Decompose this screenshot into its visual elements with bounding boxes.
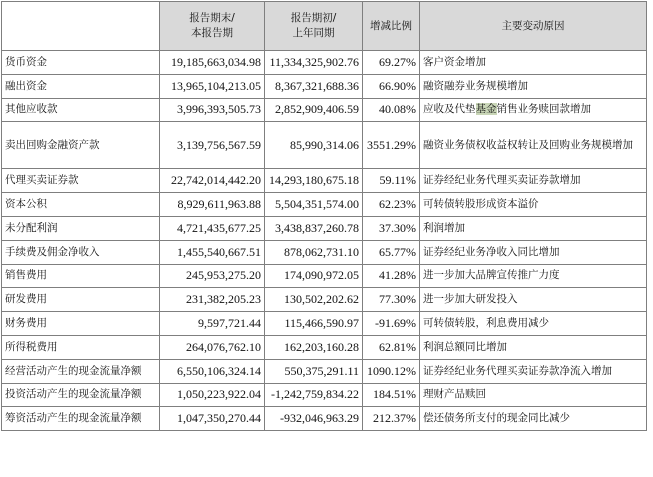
row-end-value: 1,050,223,922.04: [160, 383, 265, 407]
row-begin-value: 3,438,837,260.78: [265, 216, 363, 240]
row-change: 62.81%: [363, 335, 420, 359]
row-change: 77.30%: [363, 288, 420, 312]
row-change: 69.27%: [363, 51, 420, 75]
table-row: [2, 383, 647, 407]
row-item: 研发费用: [2, 288, 160, 312]
table-header-row: [2, 2, 647, 51]
row-reason: 理财产品赎回: [420, 383, 647, 407]
row-item: 筹资活动产生的现金流量净额: [2, 407, 160, 431]
row-item: 货币资金: [2, 51, 160, 75]
row-begin-value: -932,046,963.29: [265, 407, 363, 431]
row-item: 资本公积: [2, 193, 160, 217]
row-begin-value: 5,504,351,574.00: [265, 193, 363, 217]
table-row: [2, 240, 647, 264]
row-begin-value: 115,466,590.97: [265, 312, 363, 336]
row-begin-value: 14,293,180,675.18: [265, 169, 363, 193]
row-end-value: 13,965,104,213.05: [160, 74, 265, 98]
row-begin-value: 2,852,909,406.59: [265, 98, 363, 122]
row-end-value: 245,953,275.20: [160, 264, 265, 288]
row-item: 代理买卖证券款: [2, 169, 160, 193]
row-change: 66.90%: [363, 74, 420, 98]
row-change: -91.69%: [363, 312, 420, 336]
row-begin-value: -1,242,759,834.22: [265, 383, 363, 407]
table-row: [2, 74, 647, 98]
row-item: 手续费及佣金净收入: [2, 240, 160, 264]
header-reason: 主要变动原因: [420, 2, 647, 51]
row-begin-value: 174,090,972.05: [265, 264, 363, 288]
row-end-value: 4,721,435,677.25: [160, 216, 265, 240]
row-end-value: 3,139,756,567.59: [160, 122, 265, 169]
row-end-value: 19,185,663,034.98: [160, 51, 265, 75]
row-reason: 可转债转股，利息费用减少: [420, 312, 647, 336]
row-change: 40.08%: [363, 98, 420, 122]
table-row: [2, 264, 647, 288]
table-row: [2, 216, 647, 240]
row-item: 所得税费用: [2, 335, 160, 359]
row-item: 投资活动产生的现金流量净额: [2, 383, 160, 407]
row-end-value: 22,742,014,442.20: [160, 169, 265, 193]
row-reason: 进一步加大研发投入: [420, 288, 647, 312]
row-change: 37.30%: [363, 216, 420, 240]
row-change: 41.28%: [363, 264, 420, 288]
row-end-value: 9,597,721.44: [160, 312, 265, 336]
header-change-ratio: 增减比例: [363, 2, 420, 51]
row-item: 销售费用: [2, 264, 160, 288]
table-row: [2, 359, 647, 383]
header-period-end: 报告期末/ 本报告期: [160, 2, 265, 51]
row-end-value: 1,455,540,667.51: [160, 240, 265, 264]
row-reason: 利润增加: [420, 216, 647, 240]
header-period-begin: 报告期初/ 上年同期: [265, 2, 363, 51]
row-begin-value: 8,367,321,688.36: [265, 74, 363, 98]
header-item: [2, 2, 160, 51]
row-end-value: 1,047,350,270.44: [160, 407, 265, 431]
row-begin-value: 11,334,325,902.76: [265, 51, 363, 75]
row-change: 65.77%: [363, 240, 420, 264]
row-reason: 证券经纪业务净收入同比增加: [420, 240, 647, 264]
row-reason: 偿还债务所支付的现金同比减少: [420, 407, 647, 431]
row-item: 其他应收款: [2, 98, 160, 122]
highlighted-text: 基金: [475, 103, 497, 116]
row-change: 212.37%: [363, 407, 420, 431]
row-reason: 证券经纪业务代理买卖证券款增加: [420, 169, 647, 193]
table-row: [2, 335, 647, 359]
row-change: 184.51%: [363, 383, 420, 407]
table-row: [2, 193, 647, 217]
row-end-value: 3,996,393,505.73: [160, 98, 265, 122]
table-row: [2, 122, 647, 169]
table-row: [2, 407, 647, 431]
row-change: 59.11%: [363, 169, 420, 193]
table-row: [2, 51, 647, 75]
row-item: 卖出回购金融资产款: [2, 122, 160, 169]
table-row: [2, 288, 647, 312]
table-row: [2, 312, 647, 336]
row-change: 1090.12%: [363, 359, 420, 383]
row-end-value: 264,076,762.10: [160, 335, 265, 359]
row-begin-value: 878,062,731.10: [265, 240, 363, 264]
row-change: 62.23%: [363, 193, 420, 217]
row-change: 3551.29%: [363, 122, 420, 169]
row-end-value: 6,550,106,324.14: [160, 359, 265, 383]
row-end-value: 8,929,611,963.88: [160, 193, 265, 217]
row-reason: 利润总额同比增加: [420, 335, 647, 359]
row-item: 未分配利润: [2, 216, 160, 240]
row-item: 融出资金: [2, 74, 160, 98]
row-reason: 客户资金增加: [420, 51, 647, 75]
row-begin-value: 162,203,160.28: [265, 335, 363, 359]
row-begin-value: 85,990,314.06: [265, 122, 363, 169]
row-reason: 证券经纪业务代理买卖证券款净流入增加: [420, 359, 647, 383]
table-row: [2, 98, 647, 122]
row-end-value: 231,382,205.23: [160, 288, 265, 312]
financial-changes-table: [1, 1, 647, 431]
row-item: 经营活动产生的现金流量净额: [2, 359, 160, 383]
row-begin-value: 550,375,291.11: [265, 359, 363, 383]
table-row: [2, 169, 647, 193]
row-item: 财务费用: [2, 312, 160, 336]
row-reason: 融资业务债权收益权转让及回购业务规模增加: [420, 122, 647, 169]
row-reason: 可转债转股形成资本溢价: [420, 193, 647, 217]
row-reason: 进一步加大品牌宣传推广力度: [420, 264, 647, 288]
row-begin-value: 130,502,202.62: [265, 288, 363, 312]
row-reason: 融资融券业务规模增加: [420, 74, 647, 98]
row-reason: 应收及代垫基金销售业务赎回款增加: [420, 98, 647, 122]
